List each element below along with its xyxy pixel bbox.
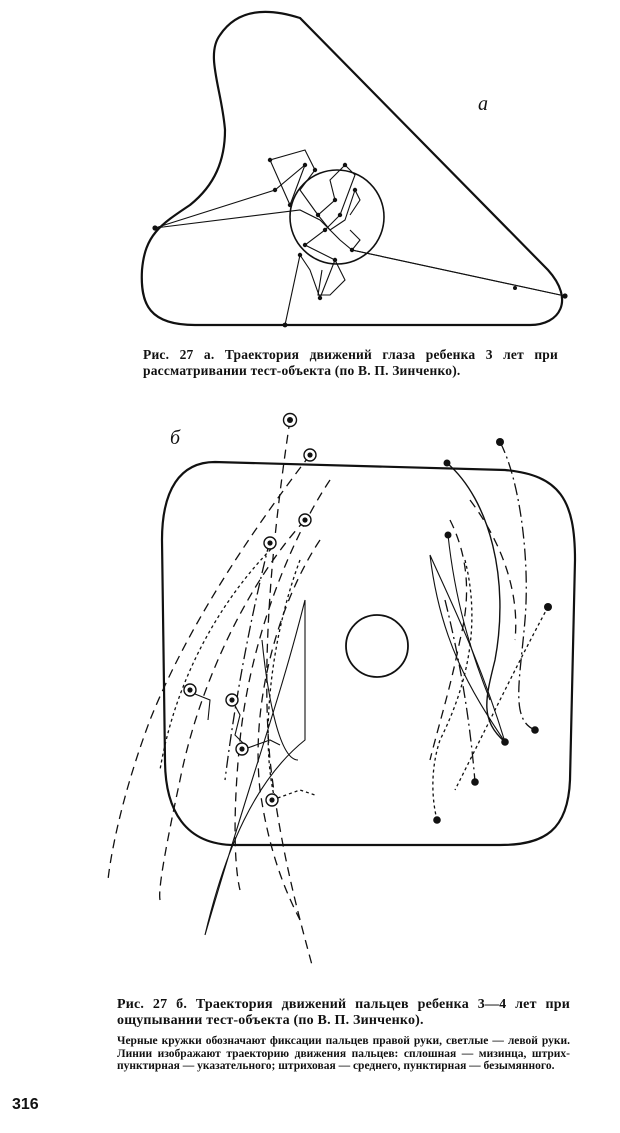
figure-b bbox=[108, 414, 575, 966]
right-hand-fixations bbox=[433, 438, 552, 824]
figure-a-label: а bbox=[478, 93, 488, 115]
test-object-outline bbox=[142, 12, 562, 325]
eye-fixations bbox=[152, 158, 567, 328]
figure-b-label: б bbox=[170, 427, 181, 449]
figure-b-note: Черные кружки обозначают фиксации пальцев правой руки, светлые — левой руки. Линии изображают траекторию движения пальцев: сплошная — мизинца, штрих-пунктирная — указательного; штриховая — среднего, пунктирная — безымянного. bbox=[117, 1035, 570, 1072]
figure-b-caption: Рис. 27 б. Траектория движений пальцев ребенка 3—4 лет при ощупывании тест-объекта (по В. П. Зинченко). bbox=[117, 997, 570, 1028]
center-hole bbox=[346, 615, 408, 677]
figure-a bbox=[142, 12, 568, 328]
figure-a-caption: Рис. 27 а. Траектория движений глаза ребенка 3 лет при рассматривании тест-объекта (по В. П. Зинченко). bbox=[143, 347, 558, 378]
right-hand-trajectories bbox=[430, 442, 548, 820]
tactile-object-outline bbox=[162, 462, 575, 845]
left-hand-trajectories bbox=[108, 420, 330, 965]
page-number: 316 bbox=[12, 1096, 39, 1113]
